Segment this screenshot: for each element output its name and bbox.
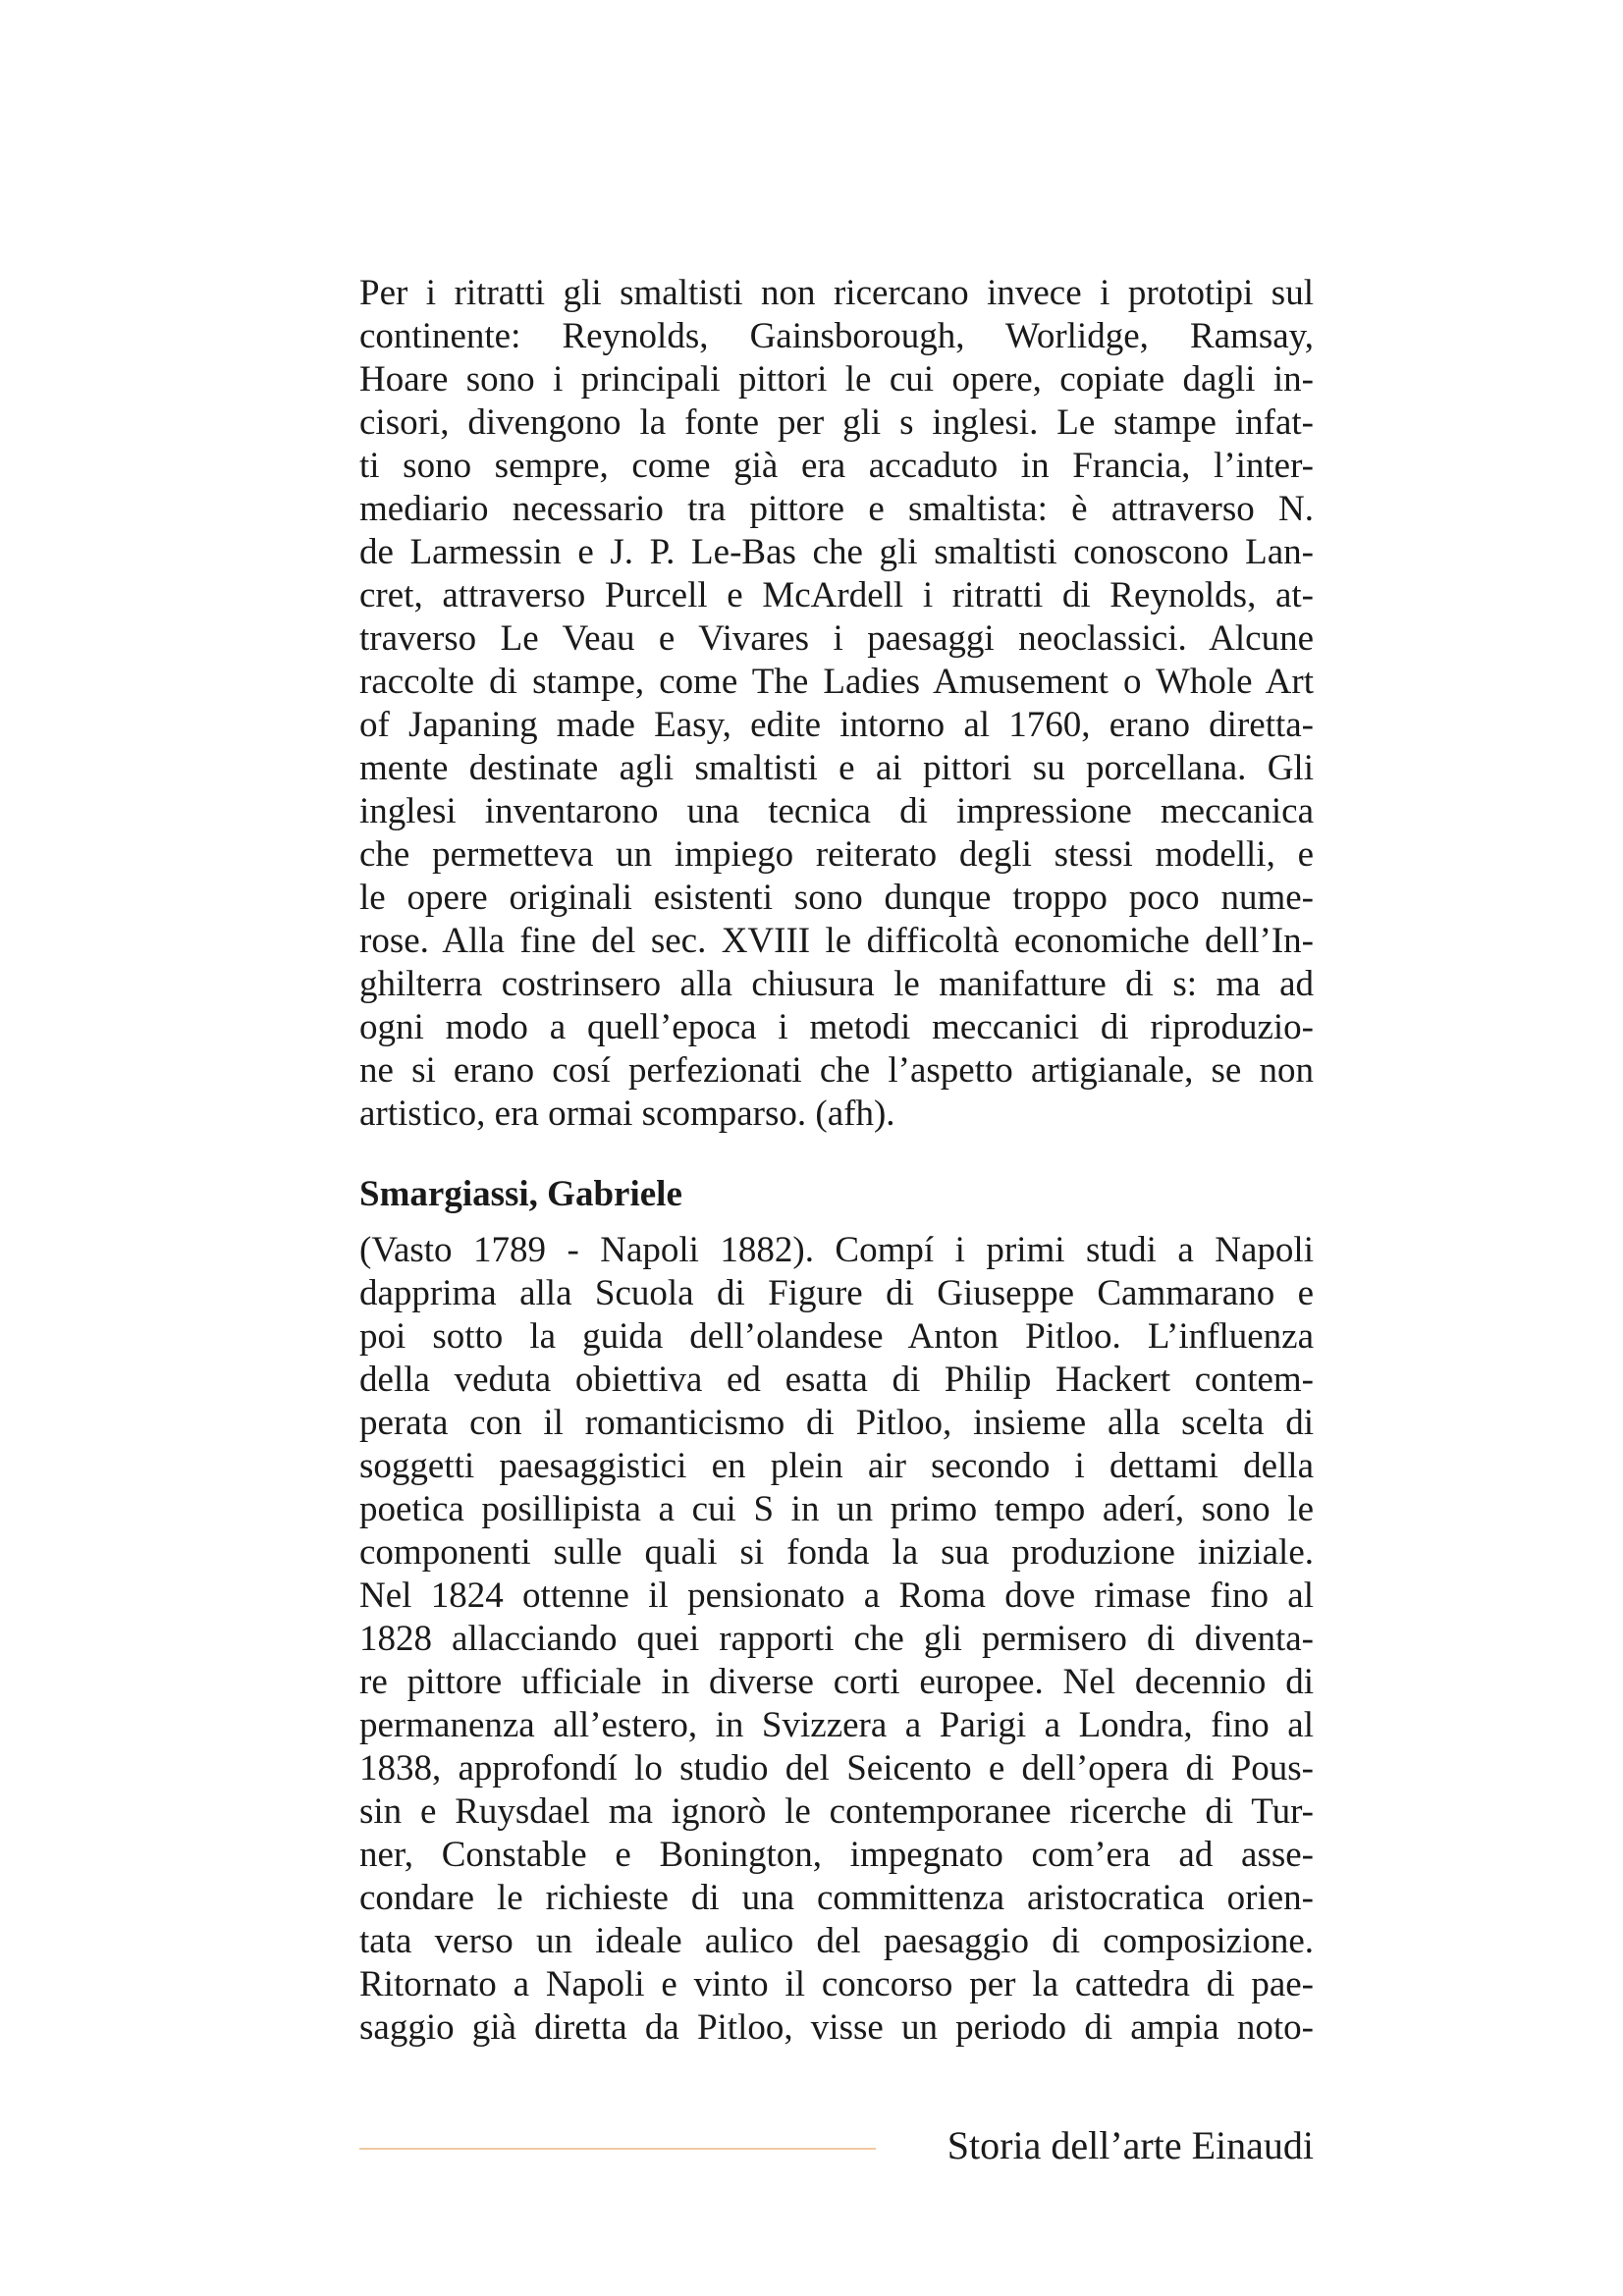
text-line: Hoare sono i principali pittori le cui opere, copiate dagli in-: [359, 359, 1314, 400]
text-line: ne si erano cosí perfezionati che l’aspetto artigianale, se non: [359, 1050, 1314, 1091]
footer-rule: [359, 2148, 876, 2150]
text-line: cret, attraverso Purcell e McArdell i ritratti di Reynolds, at-: [359, 575, 1314, 615]
text-line: che permetteva un impiego reiterato degli stessi modelli, e: [359, 834, 1314, 875]
text-line: ner, Constable e Bonington, impegnato com’era ad asse-: [359, 1835, 1314, 1875]
text-line: raccolte di stampe, come The Ladies Amusement o Whole Art: [359, 662, 1314, 702]
text-line: condare le richieste di una committenza aristocratica orien-: [359, 1878, 1314, 1918]
text-line: tata verso un ideale aulico del paesaggio di composizione.: [359, 1921, 1314, 1961]
text-line: traverso Le Veau e Vivares i paesaggi neoclassici. Alcune: [359, 618, 1314, 659]
text-line-last: artistico, era ormai scomparso. (afh).: [359, 1094, 895, 1134]
text-line: mente destinate agli smaltisti e ai pittori su porcellana. Gli: [359, 748, 1314, 788]
text-line: inglesi inventarono una tecnica di impressione meccanica: [359, 791, 1314, 831]
text-line: soggetti paesaggistici en plein air secondo i dettami della: [359, 1446, 1314, 1486]
text-line: perata con il romanticismo di Pitloo, insieme alla scelta di: [359, 1403, 1314, 1443]
text-line: rose. Alla fine del sec. XVIII le difficoltà economiche dell’In-: [359, 921, 1314, 961]
text-line: saggio già diretta da Pitloo, visse un periodo di ampia noto-: [359, 2007, 1314, 2048]
text-line: (Vasto 1789 - Napoli 1882). Compí i primi studi a Napoli: [359, 1230, 1314, 1270]
text-line: componenti sulle quali si fonda la sua produzione iniziale.: [359, 1532, 1314, 1573]
text-line: mediario necessario tra pittore e smaltista: è attraverso N.: [359, 489, 1314, 529]
text-line: ti sono sempre, come già era accaduto in Francia, l’inter-: [359, 446, 1314, 486]
text-line: cisori, divengono la fonte per gli s inglesi. Le stampe infat-: [359, 402, 1314, 443]
text-line: Per i ritratti gli smaltisti non ricercano invece i prototipi sul: [359, 273, 1314, 313]
text-line: ogni modo a quell’epoca i metodi meccanici di riproduzio-: [359, 1007, 1314, 1047]
text-line: poi sotto la guida dell’olandese Anton Pitloo. L’influenza: [359, 1316, 1314, 1357]
text-line: of Japaning made Easy, edite intorno al 1760, erano diretta-: [359, 705, 1314, 745]
text-line: sin e Ruysdael ma ignorò le contemporanee ricerche di Tur-: [359, 1791, 1314, 1832]
text-line: le opere originali esistenti sono dunque troppo poco nume-: [359, 878, 1314, 918]
footer-publication-title: Storia dell’arte Einaudi: [947, 2123, 1314, 2167]
text-line: Nel 1824 ottenne il pensionato a Roma dove rimase fino al: [359, 1575, 1314, 1616]
text-line: de Larmessin e J. P. Le-Bas che gli smaltisti conoscono Lan-: [359, 532, 1314, 572]
text-line: della veduta obiettiva ed esatta di Philip Hackert contem-: [359, 1360, 1314, 1400]
text-line: permanenza all’estero, in Svizzera a Parigi a Londra, fino al: [359, 1705, 1314, 1745]
text-line: Ritornato a Napoli e vinto il concorso per la cattedra di pae-: [359, 1964, 1314, 2004]
text-line: 1838, approfondí lo studio del Seicento e dell’opera di Pous-: [359, 1748, 1314, 1789]
text-line: ghilterra costrinsero alla chiusura le manifatture di s: ma ad: [359, 964, 1314, 1004]
text-line: poetica posillipista a cui S in un primo tempo aderí, sono le: [359, 1489, 1314, 1529]
text-line: re pittore ufficiale in diverse corti europee. Nel decennio di: [359, 1662, 1314, 1702]
entry-heading: Smargiassi, Gabriele: [359, 1174, 682, 1214]
text-line: continente: Reynolds, Gainsborough, Worlidge, Ramsay,: [359, 316, 1314, 356]
text-line: 1828 allacciando quei rapporti che gli permisero di diventa-: [359, 1619, 1314, 1659]
text-line: dapprima alla Scuola di Figure di Giuseppe Cammarano e: [359, 1273, 1314, 1313]
